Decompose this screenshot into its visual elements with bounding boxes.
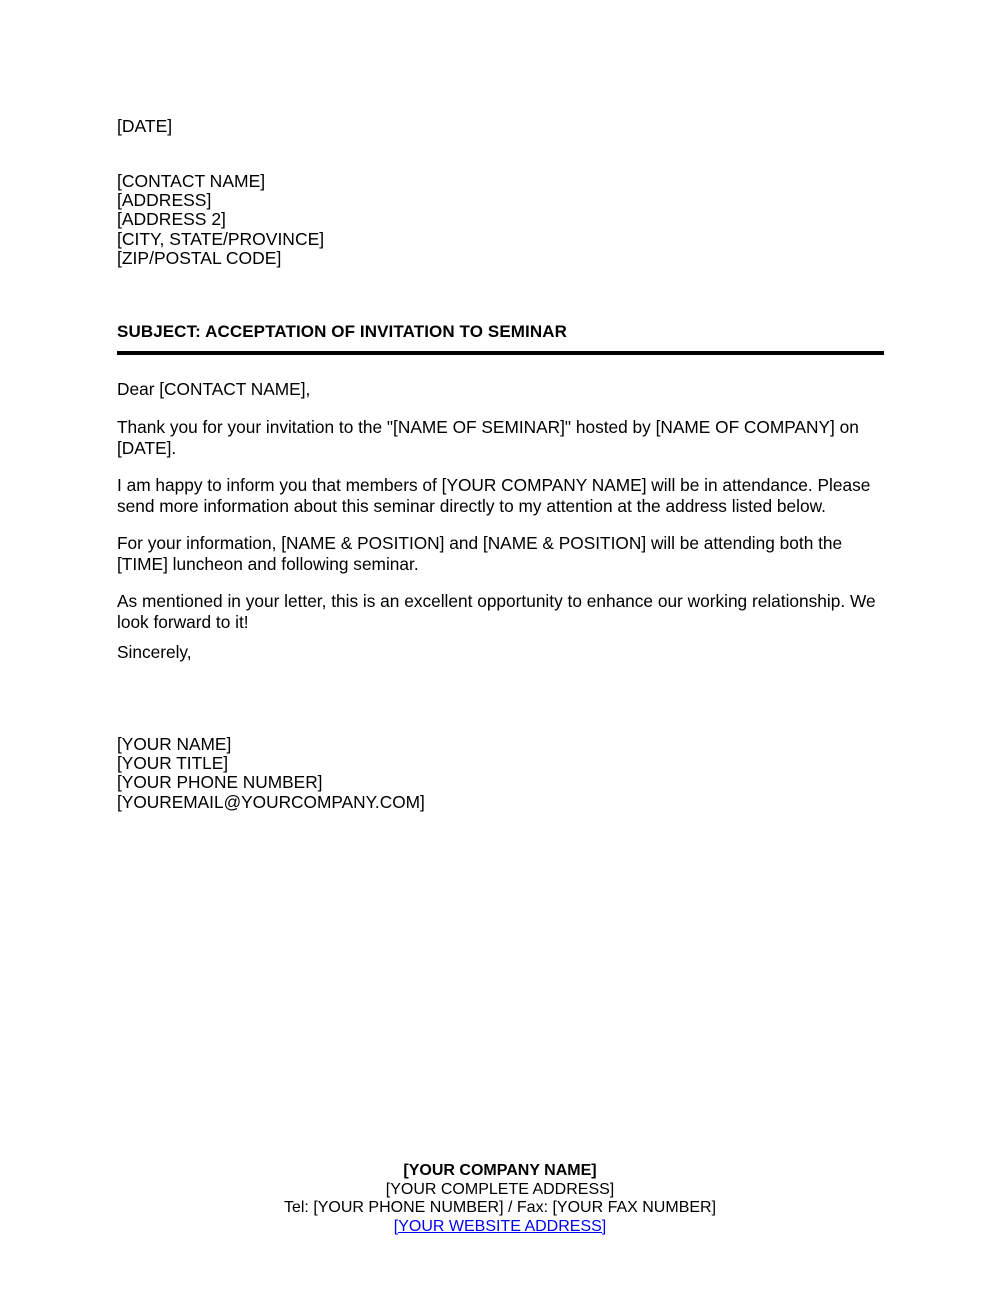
recipient-address-2: [ADDRESS 2] (117, 209, 226, 230)
subject-line: SUBJECT: ACCEPTATION OF INVITATION TO SEMINAR (117, 322, 567, 341)
recipient-postal-code: [ZIP/POSTAL CODE] (117, 247, 282, 268)
body-paragraph-1: Thank you for your invitation to the "[NAME OF SEMINAR]" hosted by [NAME OF COMPANY] on [DATE]. (117, 417, 859, 458)
salutation-line: Dear [CONTACT NAME], (117, 379, 311, 399)
signature-email: [YOUREMAIL@YOURCOMPANY.COM] (117, 791, 425, 812)
signature-title: [YOUR TITLE] (117, 753, 229, 774)
letter-body (117, 379, 882, 633)
date-line: [DATE] (117, 116, 173, 136)
footer-website-line (0, 1218, 1000, 1237)
footer-website-link[interactable]: [YOUR WEBSITE ADDRESS] (393, 1217, 607, 1235)
subject-section (117, 322, 884, 355)
recipient-city-state: [CITY, STATE/PROVINCE] (117, 228, 325, 249)
signature-name: [YOUR NAME] (117, 734, 232, 754)
signature-block (117, 735, 425, 812)
footer-address: [YOUR COMPLETE ADDRESS] (385, 1180, 615, 1198)
recipient-address-1: [ADDRESS] (117, 190, 212, 211)
recipient-contact-name: [CONTACT NAME] (117, 171, 266, 191)
body-paragraph-4: As mentioned in your letter, this is an excellent opportunity to enhance our working relationship. We look forward to it! (117, 591, 876, 632)
page-footer (0, 1162, 1000, 1236)
recipient-address-block (117, 172, 324, 268)
signature-phone: [YOUR PHONE NUMBER] (117, 772, 323, 793)
body-paragraph-3: For your information, [NAME & POSITION] and [NAME & POSITION] will be attending both the [TIME] luncheon and following seminar. (117, 533, 843, 574)
subject-divider-rule (117, 351, 884, 355)
footer-company-name: [YOUR COMPANY NAME] (403, 1162, 597, 1179)
body-paragraph-2: I am happy to inform you that members of [YOUR COMPANY NAME] will be in attendance. Please send more information about this seminar directly to my attention at the address listed below. (117, 475, 871, 516)
closing-line: Sincerely, (117, 642, 192, 662)
footer-contact: Tel: [YOUR PHONE NUMBER] / Fax: [YOUR FAX NUMBER] (283, 1199, 717, 1217)
